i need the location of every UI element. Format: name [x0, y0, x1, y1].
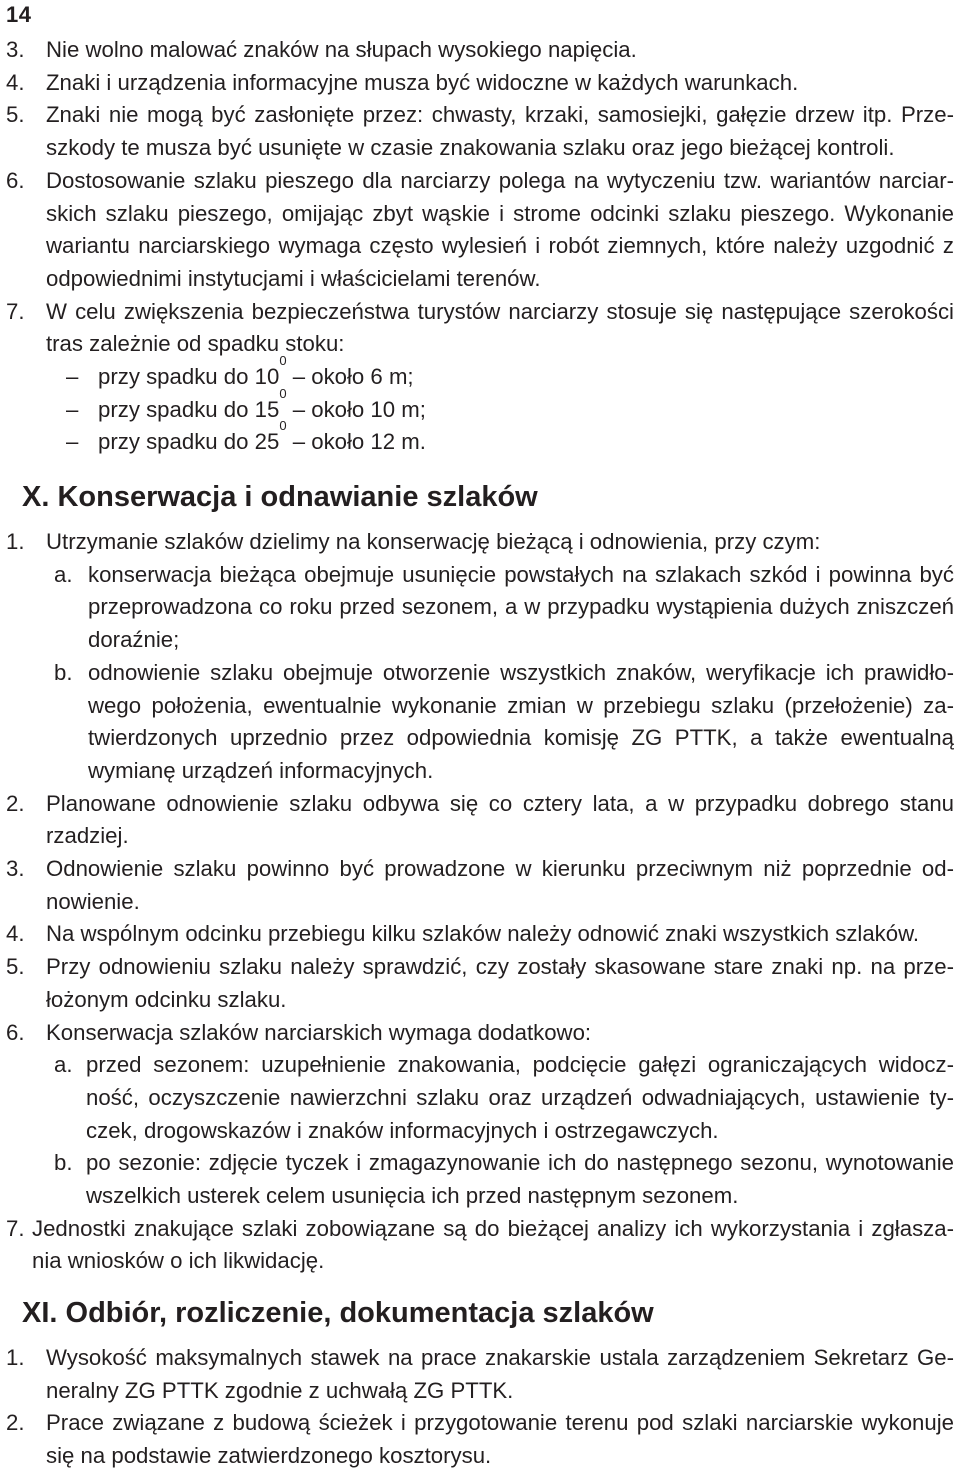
list-continued: [6, 34, 954, 459]
list-item: 7. Jednostki znakujące szlaki zobowiązane są do bieżącej analizy ich wykorzystania i zgłaszania wniosków o ich likwidację.: [6, 1215, 954, 1274]
sub-list-item: b. po sezonie: zdjęcie tyczek i zmagazynowanie ich do następnego sezonu, wynotowanie wszelkich usterek celem usunięcia ich przed następnym sezonem.: [54, 1150, 954, 1209]
section-xi-list: [6, 1342, 954, 1473]
list-item: 2. Prace związane z budową ścieżek i przygotowanie terenu pod szlaki narciarskie wykonuje się na podstawie zatwierdzonego kosztorysu.: [6, 1410, 954, 1469]
section-x-list: [6, 526, 954, 1278]
list-item: 4. Na wspólnym odcinku przebiegu kilku szlaków należy odnowić znaki wszystkich szlaków.: [6, 921, 920, 947]
sub-list-item: a. przed sezonem: uzupełnienie znakowania, podcięcie gałęzi ograniczających widoczność, oczyszczenie nawierzchni szlaku oraz urządzeń odwadniających, ustawienie tyczek, drogowskazów i znaków informacyjnych i ostrzegawczych.: [54, 1052, 954, 1143]
list-item: 5. Przy odnowieniu szlaku należy sprawdzić, czy zostały skasowane stare znaki np. na przełożonym odcinku szlaku.: [6, 954, 954, 1012]
section-heading-xi: XI. Odbiór, rozliczenie, dokumentacja szlaków: [22, 1297, 654, 1329]
slope-item: – przy spadku do 25 0 – około 12 m.: [66, 418, 426, 455]
page-number: 14: [6, 2, 32, 27]
list-item: 3. Odnowienie szlaku powinno być prowadzone w kierunku przeciwnym niż poprzednie odnowienie.: [6, 856, 954, 914]
list-item: 5. Znaki nie mogą być zasłonięte przez: chwasty, krzaki, samosiejki, gałęzie drzew itp. Przeszkody te musza być usunięte w czasie znakowania szlaku oraz jego bieżącej kontroli.: [6, 102, 954, 161]
slope-item: – przy spadku do 10 0 – około 6 m;: [66, 353, 414, 390]
list-item: 6. Dostosowanie szlaku pieszego dla narciarzy polega na wytyczeniu tzw. wariantów narciarskich szlaku pieszego, omijając zbyt wąskie i strome odcinki szlaku pieszego. Wykonanie wariantu narciarskiego wymaga często wylesień i robót ziemnych, które należy uzgodnić z odpowiednimi instytucjami i właścicielami terenów.: [6, 167, 954, 291]
list-item: 1. Wysokość maksymalnych stawek na prace znakarskie ustala zarządzeniem Sekretarz Generalny ZG PTTK zgodnie z uchwałą ZG PTTK.: [6, 1345, 954, 1403]
sub-list-item: b. odnowienie szlaku obejmuje otworzenie wszystkich znaków, weryfikacje ich prawidłowego położenia, ewentualnie wykonanie zmian w przebiegu szlaku (przełożenie) zatwierdzonych uprzednio przez odpowiednia komisję ZG PTTK, a także ewentualną wymianę urządzeń informacyjnych.: [54, 659, 954, 783]
section-heading-x: X. Konserwacja i odnawianie szlaków: [22, 481, 538, 513]
list-item: 3. Nie wolno malować znaków na słupach wysokiego napięcia.: [6, 37, 637, 62]
slope-item: – przy spadku do 15 0 – około 10 m;: [66, 385, 426, 422]
list-item: 2. Planowane odnowienie szlaku odbywa się co cztery lata, a w przypadku dobrego stanu rzadziej.: [6, 790, 954, 849]
list-item: 1. Utrzymanie szlaków dzielimy na konserwację bieżącą i odnowienia, przy czym:: [6, 529, 821, 554]
list-item: 6. Konserwacja szlaków narciarskich wymaga dodatkowo:: [6, 1019, 592, 1045]
sub-list-item: a. konserwacja bieżąca obejmuje usunięcie powstałych na szlakach szkód i powinna być przeprowadzona co roku przed sezonem, a w przypadku wystąpienia dużych zniszczeń doraźnie;: [54, 561, 954, 653]
list-item: 4. Znaki i urządzenia informacyjne musza być widoczne w każdych warunkach.: [6, 69, 799, 95]
list-item: 7. W celu zwiększenia bezpieczeństwa turystów narciarzy stosuje się następujące szerokości tras zależnie od spadku stoku:: [6, 298, 954, 357]
